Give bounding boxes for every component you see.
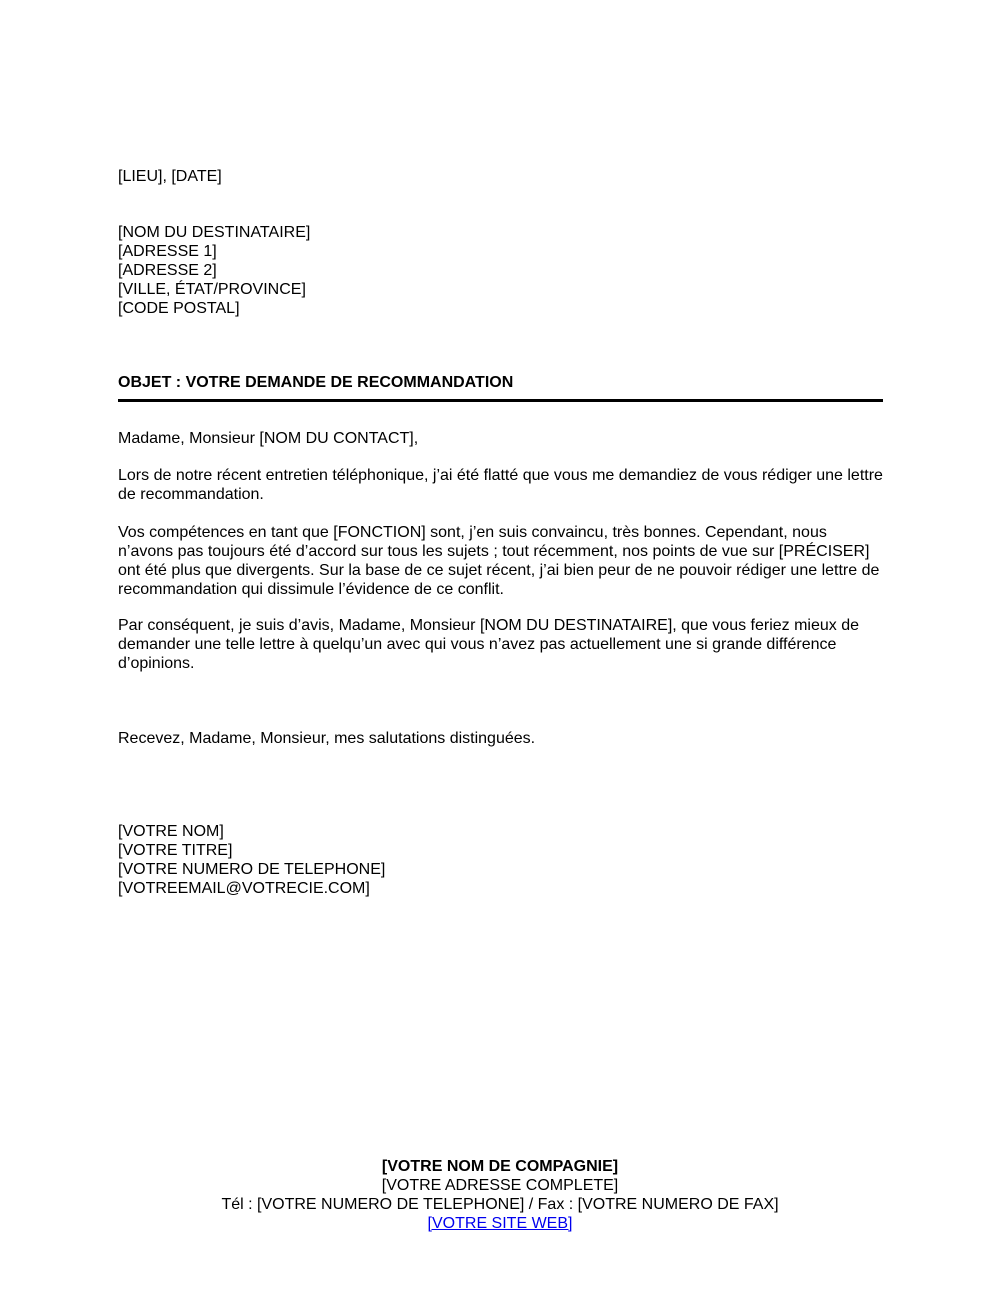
place-date — [118, 167, 883, 186]
body-paragraph — [118, 466, 883, 504]
subject-divider — [118, 399, 883, 402]
subject-text: OBJET : VOTRE DEMANDE DE RECOMMANDATION — [118, 374, 514, 391]
recipient-city-state: [VILLE, ÉTAT/PROVINCE] — [118, 281, 306, 298]
salutation — [118, 429, 883, 448]
footer-company-name: [VOTRE NOM DE COMPAGNIE] — [381, 1158, 619, 1175]
footer-contact: Tél : [VOTRE NUMERO DE TELEPHONE] / Fax : [VOTRE NUMERO DE FAX] — [221, 1196, 779, 1213]
salutation-text: Madame, Monsieur [NOM DU CONTACT], — [118, 430, 419, 447]
body-paragraph-text: Par conséquent, je suis d’avis, Madame, Monsieur [NOM DU DESTINATAIRE], que vous feriez mieux de demander une telle lettre à quelqu’un avec qui vous n’avez pas actuellement une si grande différence d’opinions. — [118, 617, 860, 672]
letterhead-footer — [0, 1157, 1000, 1233]
body-paragraph — [118, 523, 883, 599]
signature-block — [118, 822, 883, 898]
subject-line — [118, 373, 883, 392]
closing-text: Recevez, Madame, Monsieur, mes salutations distinguées. — [118, 730, 536, 747]
signature-name: [VOTRE NOM] — [118, 823, 224, 840]
recipient-postal-code: [CODE POSTAL] — [118, 300, 240, 317]
body-paragraph-text: Vos compétences en tant que [FONCTION] sont, j’en suis convaincu, très bonnes. Cependant, nous n’avons pas toujours été d’accord sur tous les sujets ; tout récemment, nos points de vue sur [PRÉCISER] ont été plus que divergents. Sur la base de ce sujet récent, j’ai bien peur de ne pouvoir rédiger une lettre de recommandation qui dissimule l’évidence de ce conflit. — [118, 524, 880, 598]
closing — [118, 729, 883, 748]
signature-phone: [VOTRE NUMERO DE TELEPHONE] — [118, 861, 386, 878]
place-date-text: [LIEU], [DATE] — [118, 168, 222, 185]
recipient-address-1: [ADRESSE 1] — [118, 243, 217, 260]
recipient-name: [NOM DU DESTINATAIRE] — [118, 224, 311, 241]
recipient-address-block — [118, 223, 883, 318]
signature-title: [VOTRE TITRE] — [118, 842, 233, 859]
body-paragraph — [118, 616, 883, 673]
signature-email: [VOTREEMAIL@VOTRECIE.COM] — [118, 880, 370, 897]
footer-address: [VOTRE ADRESSE COMPLETE] — [381, 1177, 619, 1194]
body-paragraph-text: Lors de notre récent entretien téléphonique, j’ai été flatté que vous me demandiez de vous rédiger une lettre de recommandation. — [118, 467, 883, 503]
recipient-address-2: [ADRESSE 2] — [118, 262, 217, 279]
footer-website-link[interactable]: [VOTRE SITE WEB] — [427, 1215, 573, 1232]
